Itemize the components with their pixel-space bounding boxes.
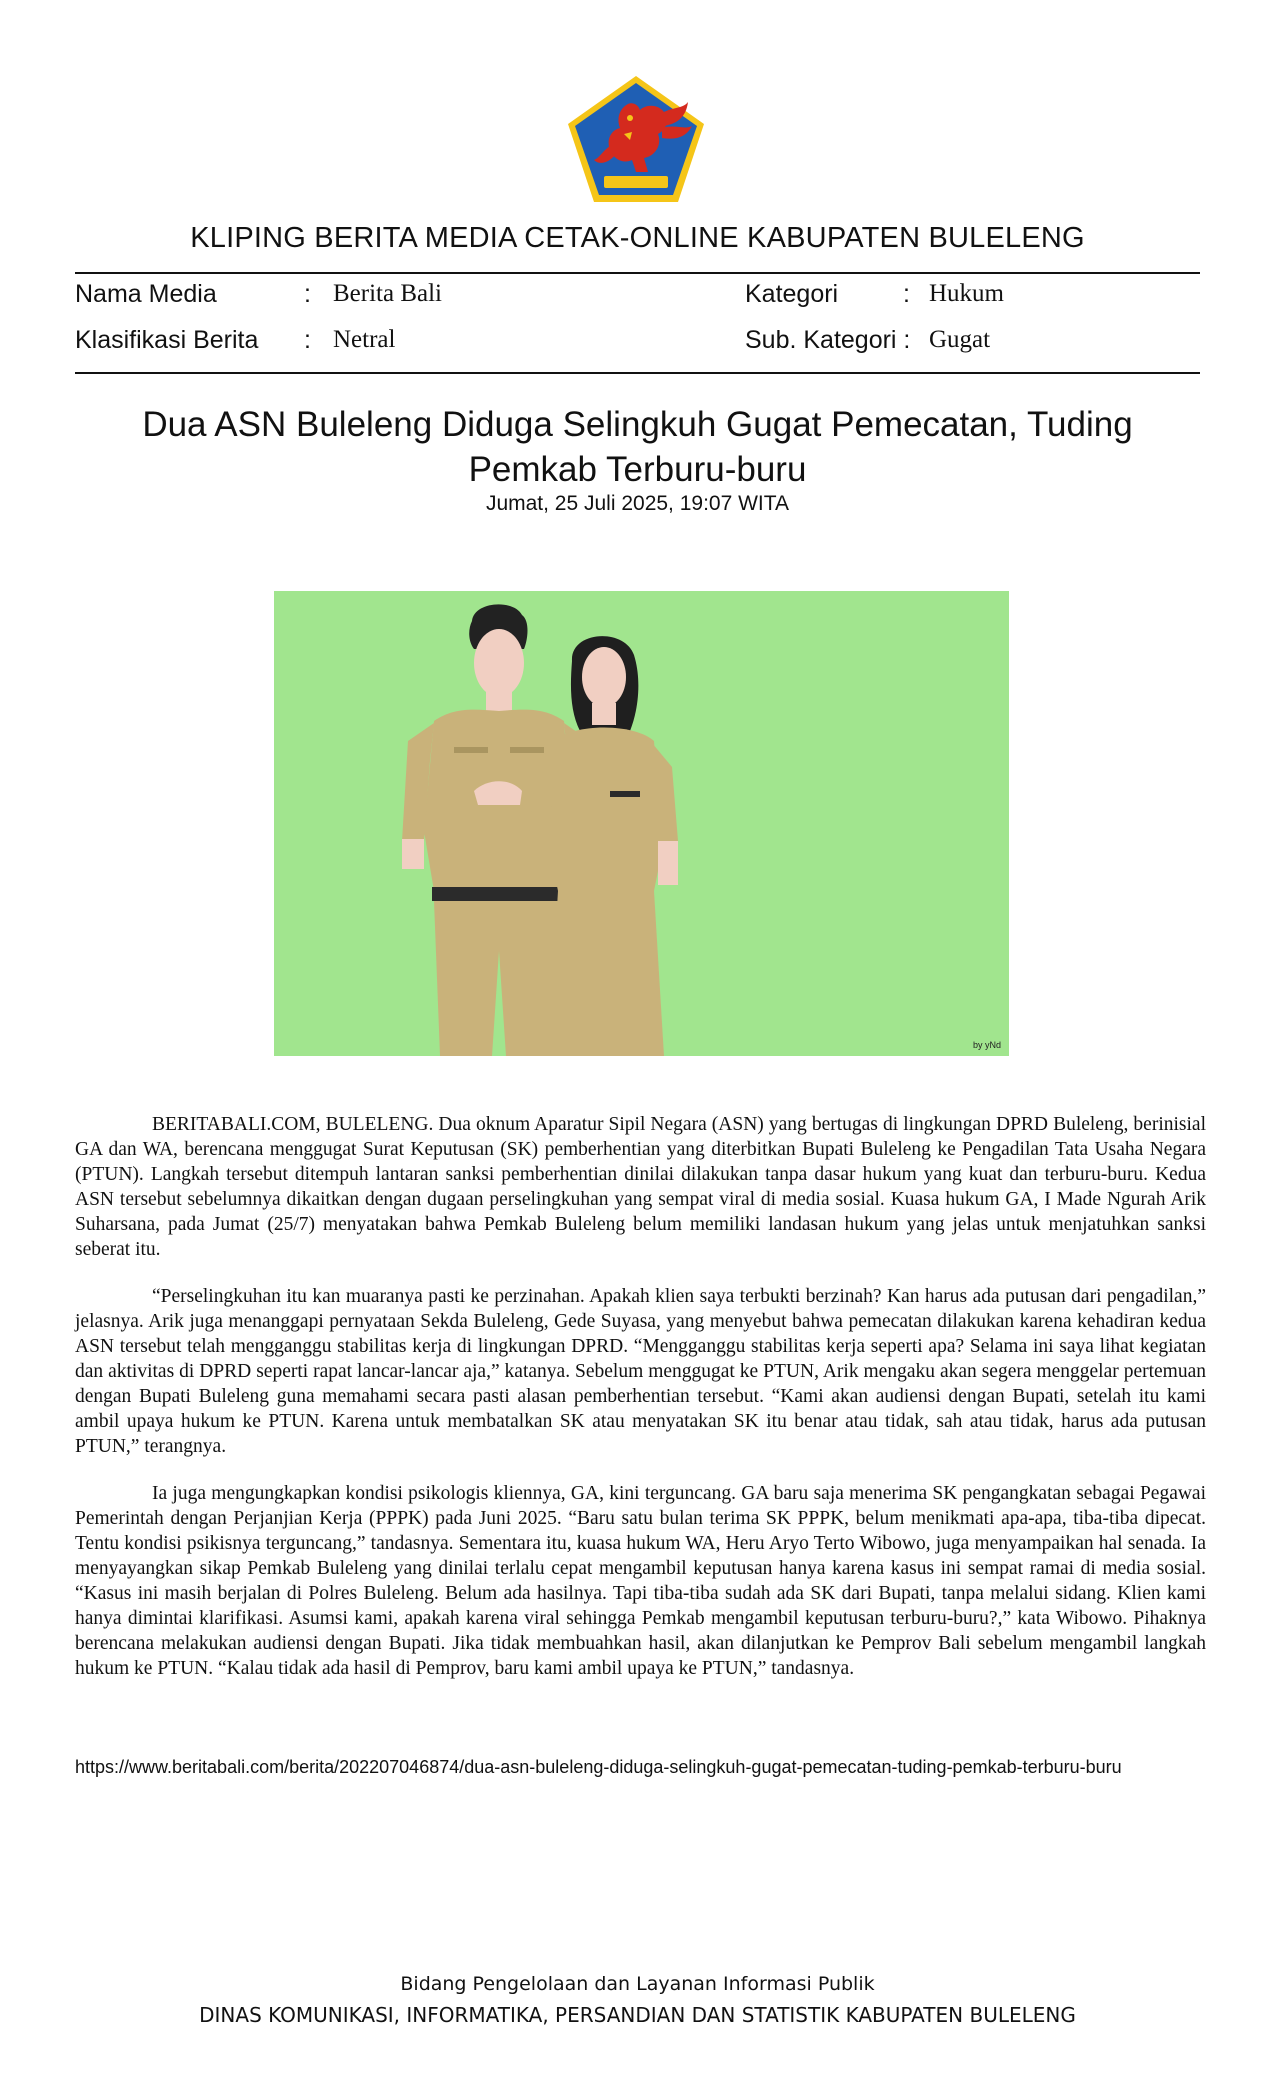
subkategori-value: Gugat [929, 326, 991, 353]
kabupaten-buleleng-logo [566, 74, 706, 204]
article-dateline: Jumat, 25 Juli 2025, 19:07 WITA [485, 492, 790, 515]
subkategori-label: Sub. Kategori : [745, 326, 911, 354]
footer-department: Bidang Pengelolaan dan Layanan Informasi Publik [400, 1973, 875, 1995]
asn-couple-illustration [274, 591, 1009, 1056]
kategori-value: Hukum [929, 280, 1004, 307]
kategori-label: Kategori [745, 280, 839, 308]
klasifikasi-colon: : [304, 326, 311, 354]
article-body [75, 1112, 1206, 1703]
header-divider-top [75, 272, 1200, 274]
header-divider-bottom [75, 372, 1200, 374]
illustration-credit: by yNd [972, 1040, 1001, 1050]
kategori-colon: : [903, 280, 910, 308]
nama-media-label: Nama Media [75, 280, 217, 308]
clipping-header-title: KLIPING BERITA MEDIA CETAK-ONLINE KABUPATEN BULELENG [190, 222, 1085, 254]
article-paragraph-3: Ia juga mengungkapkan kondisi psikologis kliennya, GA, kini terguncang. GA baru saja menerima SK pengangkatan sebagai Pegawai Pemerintah dengan Perjanjian Kerja (PPPK) pada Juni 2025. “Baru satu bulan terima SK PPPK, belum menikmati apa-apa, tiba-tiba dipecat. Tentu kondisi psikisnya terguncang,” tandasnya. Sementara itu, kuasa hukum WA, Heru Aryo Terto Wibowo, juga menyampaikan hal senada. Ia menyayangkan sikap Pemkab Buleleng yang dinilai terlalu cepat mengambil keputusan hanya karena kasus ini sempat ramai di media sosial. “Kasus ini masih berjalan di Polres Buleleng. Belum ada hasilnya. Tapi tiba-tiba sudah ada SK dari Bupati, tanpa melalui sidang. Klien kami hanya dimintai klarifikasi. Asumsi kami, apakah karena viral sehingga Pemkab mengambil keputusan terburu-buru?,” kata Wibowo. Pihaknya berencana melakukan audiensi dengan Bupati. Jika tidak membuahkan hasil, akan dilanjutkan ke Pemprov Bali sebelum mengambil langkah hukum ke PTUN. “Kalau tidak ada hasil di Pemprov, baru kami ambil upaya ke PTUN,” tandasnya. [75, 1483, 1206, 1679]
article-illustration [274, 591, 1009, 1056]
article-headline: Dua ASN Buleleng Diduga Selingkuh Gugat Pemecatan, Tuding Pemkab Terburu-buru [142, 405, 1133, 489]
nama-media-colon: : [304, 280, 311, 308]
article-paragraph-1: BERITABALI.COM, BULELENG. Dua oknum Aparatur Sipil Negara (ASN) yang bertugas di lingkungan DPRD Buleleng, berinisial GA dan WA, berencana menggugat Surat Keputusan (SK) pemberhentian yang diterbitkan Bupati Buleleng ke Pengadilan Tata Usaha Negara (PTUN). Langkah tersebut ditempuh lantaran sanksi pemberhentian dinilai dilakukan tanpa dasar hukum yang kuat dan terburu-buru. Kedua ASN tersebut sebelumnya dikaitkan dengan dugaan perselingkuhan yang sempat viral di media sosial. Kuasa hukum GA, I Made Ngurah Arik Suharsana, pada Jumat (25/7) menyatakan bahwa Pemkab Buleleng belum memiliki landasan hukum yang jelas untuk menjatuhkan sanksi seberat itu. [75, 1114, 1206, 1260]
source-url: https://www.beritabali.com/berita/202207046874/dua-asn-buleleng-diduga-selingkuh-gugat-pemecatan-tuding-pemkab-terburu-buru [75, 1757, 1122, 1777]
article-paragraph-2: “Perselingkuhan itu kan muaranya pasti ke perzinahan. Apakah klien saya terbukti berzinah? Kan harus ada putusan dari pengadilan,” jelasnya. Arik juga menanggapi pernyataan Sekda Buleleng, Gede Suyasa, yang menyebut bahwa pemecatan dilakukan karena kehadiran kedua ASN tersebut telah mengganggu stabilitas kerja di lingkungan DPRD. “Mengganggu stabilitas kerja seperti apa? Selama ini saya lihat kegiatan dan aktivitas di DPRD seperti rapat lancar-lancar aja,” katanya. Sebelum menggugat ke PTUN, Arik mengaku akan segera menggelar pertemuan dengan Bupati Buleleng guna memahami secara pasti alasan pemberhentian tersebut. “Kami akan audiensi dengan Bupati, setelah itu kami ambil upaya hukum ke PTUN. Karena untuk membatalkan SK atau menyatakan SK itu benar atau tidak, sah atau tidak, harus ada putusan PTUN,” terangnya. [75, 1286, 1206, 1457]
nama-media-value: Berita Bali [333, 280, 442, 307]
footer-agency: DINAS KOMUNIKASI, INFORMATIKA, PERSANDIAN DAN STATISTIK KABUPATEN BULELENG [199, 2003, 1076, 2027]
klasifikasi-label: Klasifikasi Berita [75, 326, 259, 354]
klasifikasi-value: Netral [333, 326, 396, 353]
